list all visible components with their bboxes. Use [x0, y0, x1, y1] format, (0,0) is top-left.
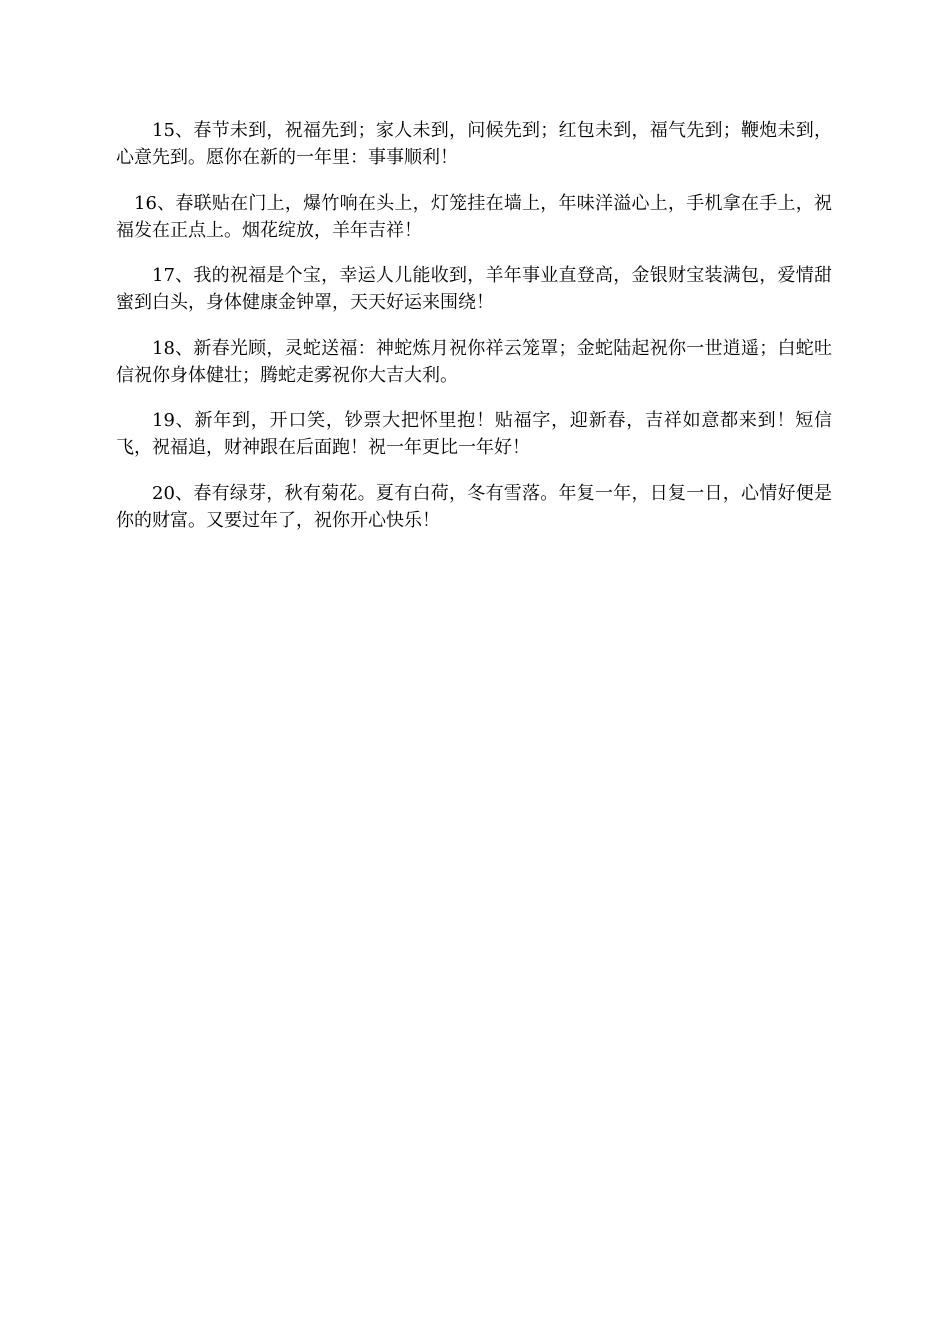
paragraph-number: 19 — [152, 410, 175, 431]
paragraph-text: 、我的祝福是个宝，幸运人儿能收到，羊年事业直登高，金银财宝装满包，爱情甜蜜到白头，身体健康金钟罩，天天好运来围绕！ — [116, 265, 832, 313]
paragraph-19 — [116, 407, 832, 461]
paragraph-text: 、春有绿芽，秋有菊花。夏有白荷，冬有雪落。年复一年，日复一日，心情好便是你的财富。又要过年了，祝你开心快乐！ — [116, 482, 832, 531]
paragraph-18 — [116, 335, 832, 389]
paragraph-text: 、春节未到，祝福先到；家人未到，问候先到；红包未到，福气先到；鞭炮未到，心意先到。愿你在新的一年里：事事顺利！ — [116, 120, 832, 168]
document-body — [116, 117, 832, 552]
paragraph-number: 15 — [152, 120, 175, 141]
paragraph-number: 17 — [152, 265, 175, 286]
paragraph-number: 18 — [152, 337, 175, 359]
paragraph-text: 、新年到，开口笑，钞票大把怀里抱！贴福字，迎新春，吉祥如意都来到！短信飞，祝福追，财神跟在后面跑！祝一年更比一年好！ — [116, 410, 832, 458]
paragraph-number: 16 — [134, 192, 157, 214]
paragraph-15 — [116, 117, 832, 171]
paragraph-text: 、新春光顾，灵蛇送福：神蛇炼月祝你祥云笼罩；金蛇陆起祝你一世逍遥；白蛇吐信祝你身体健壮；腾蛇走雾祝你大吉大利。 — [116, 337, 832, 386]
paragraph-text: 、春联贴在门上，爆竹响在头上，灯笼挂在墙上，年味洋溢心上，手机拿在手上，祝福发在正点上。烟花绽放，羊年吉祥！ — [116, 192, 832, 241]
paragraph-16 — [116, 190, 832, 244]
paragraph-20 — [116, 480, 832, 534]
paragraph-number: 20 — [152, 482, 175, 504]
paragraph-17 — [116, 262, 832, 316]
